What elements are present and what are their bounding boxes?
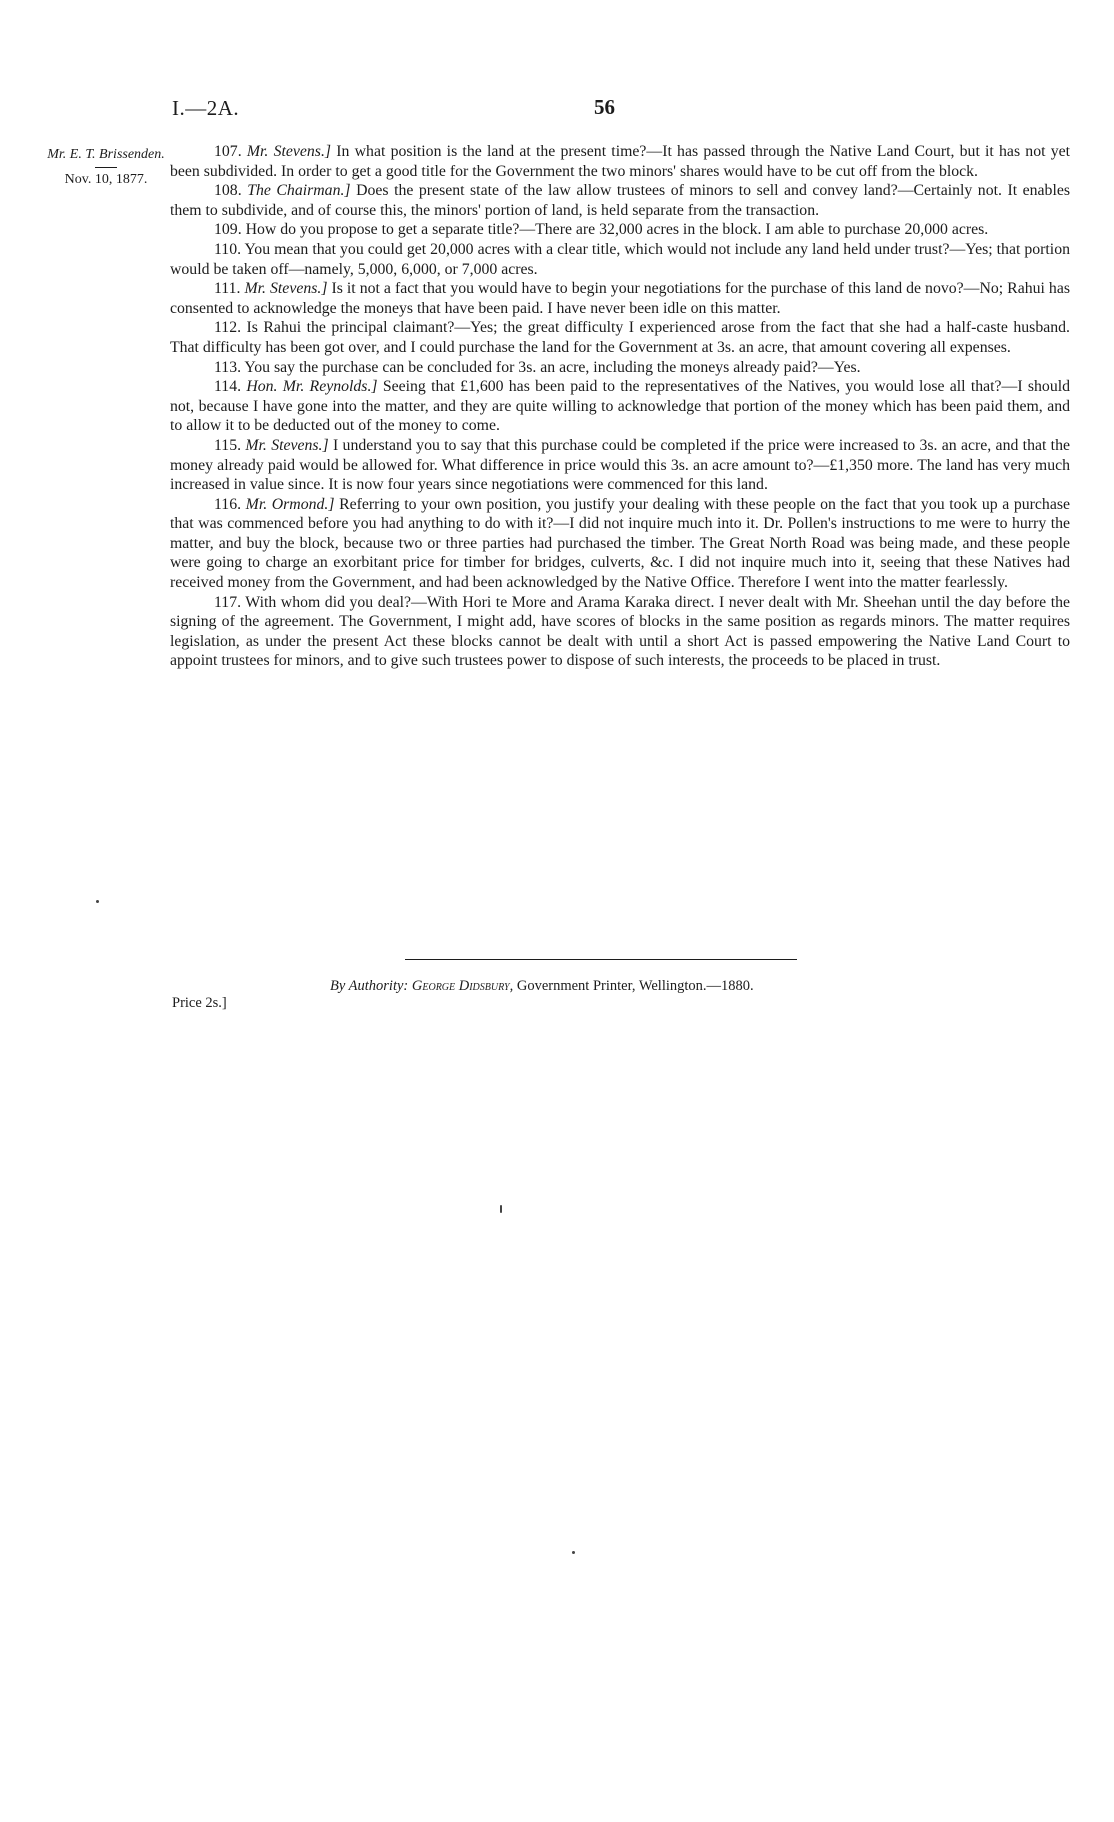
- question-paragraph: [170, 142, 1070, 181]
- question-text: Referring to your own position, you justify your dealing with these people on the fact that you took up a purchase that was commenced before you had anything to do with it?—I did not inquire much into it. Dr. Pollen's instructions to me were to hurry the matter, and buy the block, because two or three parties had purchased the timber. The Great North Road was being made, and these people were going to charge an exorbitant price for timber for bridges, culverts, &c. I did not inquire much into it, seeing that these Natives had received money from the Government, and had been acknowledged by the Native Office. Therefore I went into the matter fearlessly.: [170, 495, 1070, 592]
- question-text: Seeing that £1,600 has been paid to the representatives of the Natives, you would lose all that?—I should not, because I have gone into the matter, and they are quite willing to acknowledge that portion of the money which has been paid them, and to allow it to be deducted out of the money to come.: [170, 378, 1071, 435]
- question-text: You say the purchase can be concluded for 3s. an acre, including the moneys already paid?—Yes.: [241, 358, 861, 376]
- question-text: Is it not a fact that you would have to begin your negotiations for the purchase of this land de novo?—No; Rahui has consented to acknowledge the moneys that have been paid. I have never been idle on this matter.: [170, 280, 1070, 317]
- question-paragraph: [170, 377, 1070, 436]
- question-paragraph: [170, 593, 1070, 671]
- evidence-body: [170, 142, 1070, 671]
- imprint-divider: [405, 959, 797, 960]
- imprint-authority: By Authority:: [330, 978, 409, 994]
- margin-witness-name: Mr. E. T. Brissenden.: [47, 147, 165, 162]
- question-paragraph: [170, 240, 1070, 279]
- paper-reference: I.—2A.: [172, 96, 240, 120]
- margin-divider: [95, 167, 117, 168]
- question-text: I understand you to say that this purchase could be completed if the price were increased to 3s. an acre, and that the money already paid would be allowed for. What difference in price would this 3s. an acre amount to?—£1,350 more. The land has very much increased in value since. It is now four years since negotiations were commenced for this land.: [170, 436, 1070, 494]
- speaker-name: Mr. Stevens.]: [244, 280, 328, 298]
- question-paragraph: [170, 279, 1070, 318]
- scan-speck: [500, 1205, 502, 1213]
- question-number: 112.: [214, 319, 242, 337]
- question-paragraph: [170, 318, 1070, 357]
- question-text: In what position is the land at the present time?—It has passed through the Native Land Court, but it has not yet been subdivided. In order to get a good title for the Government the two minors' shares would have to be cut off from the block.: [170, 143, 1071, 180]
- question-paragraph: [170, 436, 1070, 495]
- question-number: 111.: [214, 280, 241, 298]
- margin-date: Nov. 10, 1877.: [64, 172, 148, 187]
- speaker-name: Mr. Ormond.]: [245, 495, 335, 513]
- scan-speck: [572, 1551, 575, 1554]
- price-note: Price 2s.]: [172, 995, 227, 1011]
- question-paragraph: [170, 358, 1070, 378]
- speaker-name: Mr. Stevens.]: [245, 436, 329, 454]
- question-paragraph: [170, 181, 1070, 220]
- question-text: You mean that you could get 20,000 acres with a clear title, which would not include any land held under trust?—Yes; that portion would be taken off—namely, 5,000, 6,000, or 7,000 acres.: [170, 240, 1070, 278]
- question-paragraph: [170, 220, 1070, 240]
- question-number: 115.: [214, 436, 242, 454]
- question-number: 110.: [214, 240, 242, 258]
- margin-note: [42, 147, 170, 188]
- question-text: Is Rahui the principal claimant?—Yes; the great difficulty I experienced arose from the fact that she had a half-caste husband. That difficulty has been got over, and I could purchase the land for the Government at 3s. an acre, that amount covering all expenses.: [170, 319, 1070, 356]
- question-number: 107.: [214, 143, 242, 160]
- imprint-printer-details: Government Printer, Wellington.—1880.: [513, 978, 754, 994]
- question-text: How do you propose to get a separate title?—There are 32,000 acres in the block. I am able to purchase 20,000 acres.: [241, 221, 989, 239]
- question-number: 109.: [214, 221, 242, 239]
- printer-imprint: [330, 978, 754, 995]
- question-number: 117.: [214, 593, 242, 611]
- question-number: 114.: [214, 378, 242, 396]
- speaker-name: The Chairman.]: [247, 182, 351, 200]
- page-number: 56: [594, 95, 615, 119]
- speaker-name: Hon. Mr. Reynolds.]: [246, 378, 378, 396]
- speaker-name: Mr. Stevens.]: [246, 143, 332, 160]
- question-number: 116.: [214, 495, 242, 513]
- question-number: 113.: [214, 358, 242, 376]
- question-paragraph: [170, 495, 1070, 593]
- question-text: Does the present state of the law allow trustees of minors to sell and convey land?—Certainly not. It enables them to subdivide, and of course this, the minors' portion of land, is held separate from the transaction.: [170, 182, 1070, 219]
- question-number: 108.: [214, 182, 242, 200]
- scan-speck: [96, 900, 99, 903]
- question-text: With whom did you deal?—With Hori te More and Arama Karaka direct. I never dealt with Mr. Sheehan until the day before the signing of the agreement. The Government, I might add, have scores of blocks in the same position as regards minors. The matter requires legislation, as under the present Act these blocks cannot be dealt with until a short Act is passed empowering the Native Land Court to appoint trustees for minors, and to give such trustees power to dispose of such interests, the proceeds to be placed in trust.: [170, 593, 1070, 670]
- imprint-printer-name: George Didsbury,: [411, 978, 514, 994]
